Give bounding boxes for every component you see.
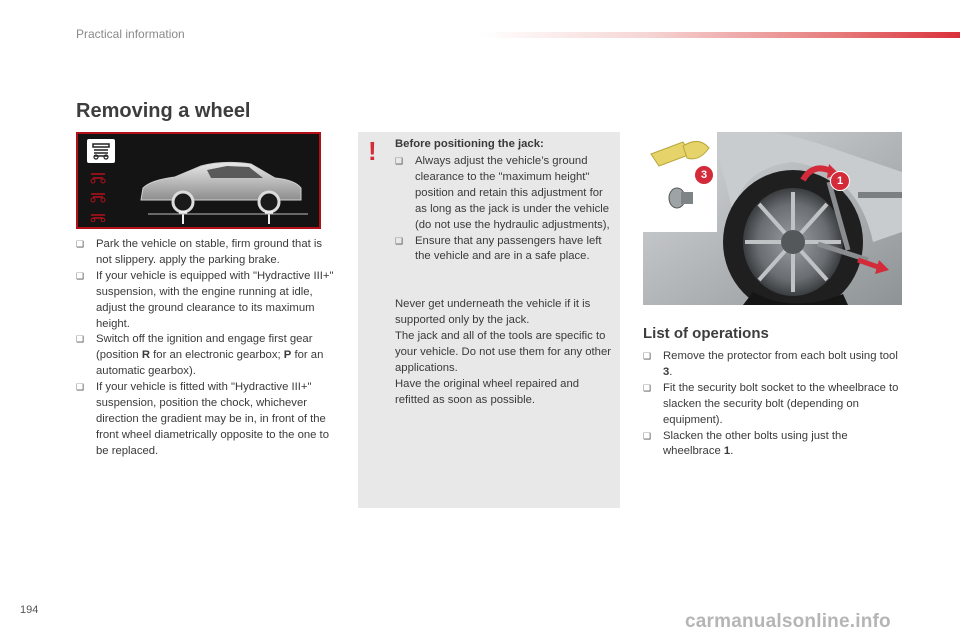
suspension-height-normal-icon bbox=[85, 186, 111, 206]
wheelbrace-1-badge: 1 bbox=[830, 171, 850, 191]
suspension-height-low-icon bbox=[85, 205, 111, 225]
list-item: ❑ Park the vehicle on stable, firm ground that is not slippery. apply the parking brake. bbox=[76, 238, 323, 266]
watermark: carmanualsonline.info bbox=[685, 611, 891, 632]
list-item: ❑ Ensure that any passengers have left the vehicle and are in a safe place. bbox=[395, 234, 602, 263]
list-item: ❑ Switch off the ignition and engage first gear (position R for an electronic gearbox; P for an automatic gearbox). bbox=[76, 333, 324, 378]
checkbox-bullet-icon: ❑ bbox=[643, 430, 652, 441]
warning-panel bbox=[358, 132, 620, 508]
warning-paragraph: The jack and all of the tools are specific to your vehicle. Do not use them for any other applications. bbox=[395, 330, 612, 374]
checkbox-bullet-icon: ❑ bbox=[76, 334, 85, 345]
checkbox-bullet-icon: ❑ bbox=[395, 235, 404, 246]
operations-list bbox=[643, 349, 905, 460]
page-number: 194 bbox=[20, 604, 39, 616]
list-item: ❑ Remove the protector from each bolt using tool 3. bbox=[643, 350, 898, 378]
preparation-steps bbox=[76, 237, 338, 460]
checkbox-bullet-icon: ❑ bbox=[76, 239, 85, 249]
suspension-display bbox=[76, 132, 321, 229]
list-item: ❑ Always adjust the vehicle’s ground clearance to the "maximum height" position and retain this adjustment for as long as the jack is under the vehicle (do not use the hydraulic adjustments), bbox=[395, 155, 610, 231]
list-item: ❑ If your vehicle is equipped with "Hydractive III+" suspension, with the engine running at idle, adjust the ground clearance to its maximum height. bbox=[76, 269, 334, 330]
list-item: ❑ Fit the security bolt socket to the wheelbrace to slacken the security bolt (depending on equipment). bbox=[643, 381, 899, 426]
warning-paragraph: Never get underneath the vehicle if it is supported only by the jack. bbox=[395, 298, 591, 326]
list-item: ❑ Slacken the other bolts using just the wheelbrace 1. bbox=[643, 429, 848, 458]
car-illustration bbox=[123, 140, 316, 224]
list-item: ❑ If your vehicle is fitted with "Hydractive III+" suspension, position the chock, whichever direction the gradient may be in, in front of the front wheel diametrically opposite to the one to be replaced. bbox=[76, 381, 329, 457]
warning-bullets bbox=[395, 154, 615, 265]
header-gradient-bar bbox=[480, 32, 960, 38]
suspension-height-high-icon bbox=[85, 168, 111, 188]
checkbox-bullet-icon: ❑ bbox=[643, 382, 652, 393]
warning-paragraph: Have the original wheel repaired and refitted as soon as possible. bbox=[395, 378, 580, 406]
wheel-removal-photo bbox=[643, 132, 902, 305]
checkbox-bullet-icon: ❑ bbox=[76, 270, 85, 281]
section-title: List of operations bbox=[643, 325, 769, 342]
checkbox-bullet-icon: ❑ bbox=[395, 156, 404, 166]
warning-exclamation-icon: ! bbox=[368, 136, 377, 166]
checkbox-bullet-icon: ❑ bbox=[76, 382, 85, 393]
page-title: Removing a wheel bbox=[76, 100, 251, 122]
warning-title: Before positioning the jack: bbox=[395, 138, 544, 150]
checkbox-bullet-icon: ❑ bbox=[643, 351, 652, 361]
tool-3-badge: 3 bbox=[694, 165, 714, 185]
section-header: Practical information bbox=[76, 27, 185, 41]
suspension-height-max-icon bbox=[87, 139, 115, 163]
